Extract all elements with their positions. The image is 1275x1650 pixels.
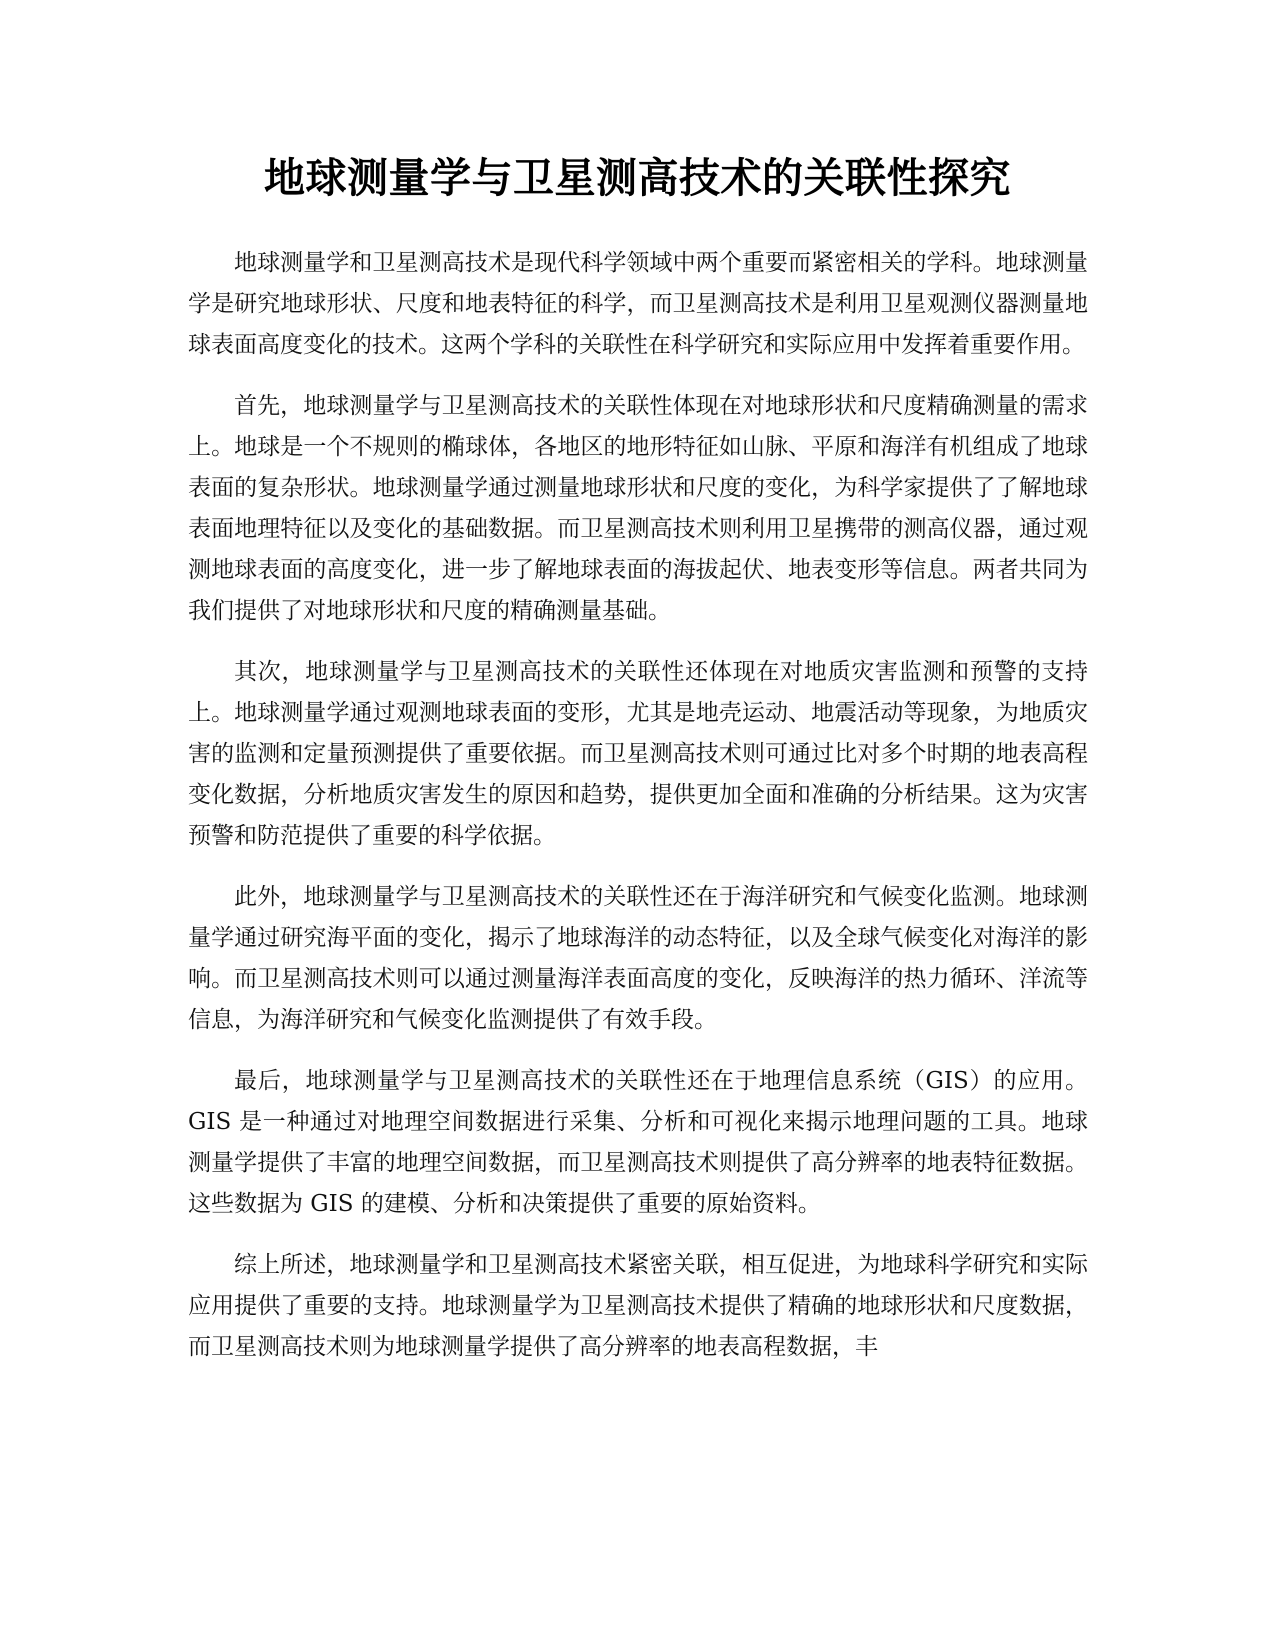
paragraph-ocean-climate: 此外，地球测量学与卫星测高技术的关联性还在于海洋研究和气候变化监测。地球测量学通过研究海平面的变化，揭示了地球海洋的动态特征，以及全球气候变化对海洋的影响。而卫星测高技术则可以通过测量海洋表面高度的变化，反映海洋的热力循环、洋流等信息，为海洋研究和气候变化监测提供了有效手段。 <box>188 884 1088 1033</box>
paragraph-gis: 最后，地球测量学与卫星测高技术的关联性还在于地理信息系统（GIS）的应用。GIS 是一种通过对地理空间数据进行采集、分析和可视化来揭示地理问题的工具。地球测量学提供了丰富的地理空间数据，而卫星测高技术则提供了高分辨率的地表特征数据。这些数据为 GIS 的建模、分析和决策提供了重要的原始资料。 <box>188 1068 1088 1217</box>
paragraph-shape-measurement: 首先，地球测量学与卫星测高技术的关联性体现在对地球形状和尺度精确测量的需求上。地球是一个不规则的椭球体，各地区的地形特征如山脉、平原和海洋有机组成了地球表面的复杂形状。地球测量学通过测量地球形状和尺度的变化，为科学家提供了了解地球表面地理特征以及变化的基础数据。而卫星测高技术则利用卫星携带的测高仪器，通过观测地球表面的高度变化，进一步了解地球表面的海拔起伏、地表变形等信息。两者共同为我们提供了对地球形状和尺度的精确测量基础。 <box>188 393 1088 624</box>
paragraph-intro: 地球测量学和卫星测高技术是现代科学领域中两个重要而紧密相关的学科。地球测量学是研究地球形状、尺度和地表特征的科学，而卫星测高技术是利用卫星观测仪器测量地球表面高度变化的技术。这两个学科的关联性在科学研究和实际应用中发挥着重要作用。 <box>188 250 1088 358</box>
document-body <box>188 243 1088 1388</box>
paragraph-conclusion: 综上所述，地球测量学和卫星测高技术紧密关联，相互促进，为地球科学研究和实际应用提供了重要的支持。地球测量学为卫星测高技术提供了精确的地球形状和尺度数据，而卫星测高技术则为地球测量学提供了高分辨率的地表高程数据，丰 <box>188 1252 1088 1360</box>
document-title: 地球测量学与卫星测高技术的关联性探究 <box>264 154 1011 202</box>
paragraph-disaster-monitoring: 其次，地球测量学与卫星测高技术的关联性还体现在对地质灾害监测和预警的支持上。地球测量学通过观测地球表面的变形，尤其是地壳运动、地震活动等现象，为地质灾害的监测和定量预测提供了重要依据。而卫星测高技术则可通过比对多个时期的地表高程变化数据，分析地质灾害发生的原因和趋势，提供更加全面和准确的分析结果。这为灾害预警和防范提供了重要的科学依据。 <box>188 659 1088 849</box>
